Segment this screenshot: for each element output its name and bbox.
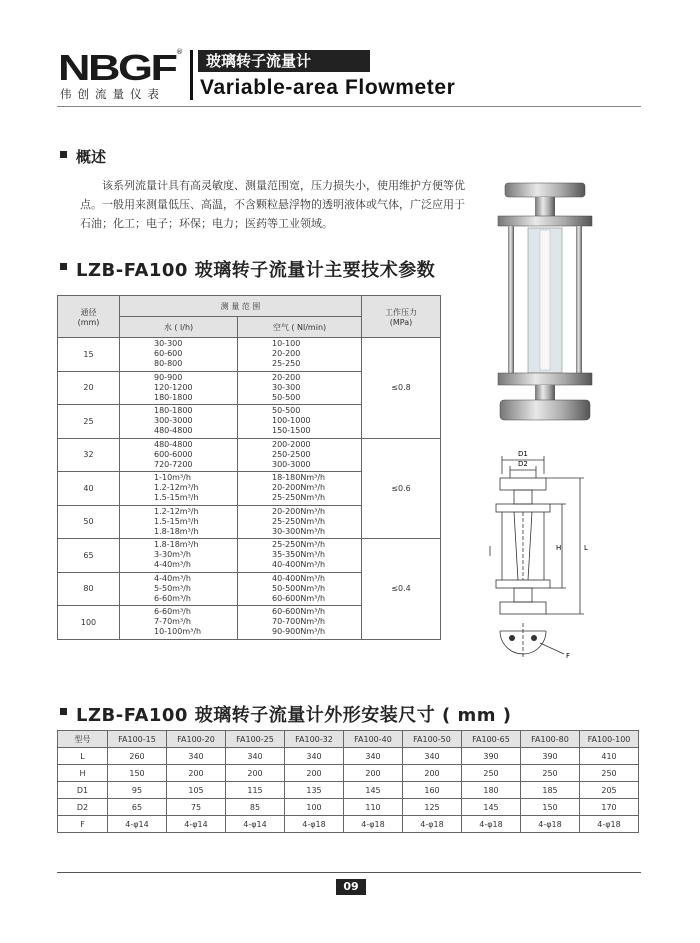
cell-air: 20-200 30-300 50-500 <box>238 371 362 405</box>
header-rule <box>57 106 641 107</box>
cell-water: 1-10m³/h 1.2-12m³/h 1.5-15m³/h <box>120 472 238 506</box>
dim-cell: 390 <box>521 748 580 765</box>
bullet-icon <box>60 151 67 158</box>
dim-row <box>58 816 639 833</box>
dim-cell: 340 <box>285 748 344 765</box>
cell-dn: 32 <box>58 438 120 472</box>
cell-air: 10-100 20-200 25-250 <box>238 338 362 372</box>
dim-cell: 4-φ18 <box>403 816 462 833</box>
cell-dn: 65 <box>58 539 120 573</box>
dim-row <box>58 782 639 799</box>
page-title-cn: 玻璃转子流量计 <box>198 50 370 72</box>
dim-header-row <box>58 731 639 748</box>
footer-rule <box>57 872 641 873</box>
cell-dn: 50 <box>58 505 120 539</box>
label-f: F <box>566 652 571 660</box>
dim-table <box>57 730 639 833</box>
overview-text: 该系列流量计具有高灵敏度、测量范围宽，压力损失小，使用维护方便等优点。一般用来测量低压、高温，不含颗粒悬浮物的透明液体或气体，广泛应用于石油；化工；电子；环保；电力；医药等工业领域。 <box>80 179 465 230</box>
dim-cell: 4-φ18 <box>344 816 403 833</box>
dim-cell: 4-φ14 <box>226 816 285 833</box>
dim-row <box>58 765 639 782</box>
cell-dn: 40 <box>58 472 120 506</box>
dim-cell: 200 <box>285 765 344 782</box>
dim-cell: 115 <box>226 782 285 799</box>
overview-title: 概述 <box>76 148 107 166</box>
dim-row <box>58 799 639 816</box>
dim-cell: 75 <box>167 799 226 816</box>
cell-air: 18-180Nm³/h 20-200Nm³/h 25-250Nm³/h <box>238 472 362 506</box>
dim-cell: 200 <box>403 765 462 782</box>
dim-cell: 250 <box>521 765 580 782</box>
dim-cell: 340 <box>403 748 462 765</box>
label-d1: D1 <box>518 450 528 458</box>
dim-cell: 160 <box>403 782 462 799</box>
cell-water: 180-1800 300-3000 480-4800 <box>120 405 238 439</box>
bullet-icon <box>60 263 67 270</box>
dim-cell: 410 <box>580 748 639 765</box>
dim-cell: D2 <box>58 799 108 816</box>
dim-cell: 100 <box>285 799 344 816</box>
bullet-icon <box>60 708 67 715</box>
dim-header-cell: FA100-15 <box>108 731 167 748</box>
label-h: H <box>556 544 562 552</box>
dim-cell: 200 <box>344 765 403 782</box>
dim-header-cell: FA100-20 <box>167 731 226 748</box>
page-number: 09 <box>336 879 366 895</box>
dim-header-cell: 型号 <box>58 731 108 748</box>
cell-water: 480-4800 600-6000 720-7200 <box>120 438 238 472</box>
dim-cell: 340 <box>226 748 285 765</box>
cell-dn: 80 <box>58 572 120 606</box>
label-d2: D2 <box>518 460 528 468</box>
cell-pressure: ≤0.6 <box>362 438 441 539</box>
spec-table-title: LZB-FA100 玻璃转子流量计主要技术参数 <box>76 260 436 281</box>
brand-subtitle: 伟创流量仪表 <box>60 87 165 101</box>
dim-cell: 250 <box>580 765 639 782</box>
cell-dn: 25 <box>58 405 120 439</box>
dim-table-title: LZB-FA100 玻璃转子流量计外形安装尺寸 ( mm ) <box>76 705 512 726</box>
dim-cell: 180 <box>462 782 521 799</box>
header-dn: 通径 (mm) <box>58 296 120 338</box>
dimension-drawing <box>480 448 600 666</box>
header-pressure: 工作压力 (MPa) <box>362 296 441 338</box>
dim-cell: 4-φ18 <box>521 816 580 833</box>
registered-mark: ® <box>176 48 183 56</box>
dim-cell: F <box>58 816 108 833</box>
dim-cell: 65 <box>108 799 167 816</box>
dim-header-cell: FA100-25 <box>226 731 285 748</box>
cell-water: 6-60m³/h 7-70m³/h 10-100m³/h <box>120 606 238 640</box>
dim-cell: 145 <box>344 782 403 799</box>
dim-cell: 4-φ18 <box>462 816 521 833</box>
cell-pressure: ≤0.8 <box>362 338 441 439</box>
brand-logo: NBGF <box>58 47 176 88</box>
cell-air: 40-400Nm³/h 50-500Nm³/h 60-600Nm³/h <box>238 572 362 606</box>
dim-cell: 4-φ14 <box>167 816 226 833</box>
label-l: L <box>584 544 588 552</box>
flowmeter-photo <box>490 178 600 428</box>
dim-cell: 150 <box>108 765 167 782</box>
dim-cell: 85 <box>226 799 285 816</box>
dim-cell: 4-φ18 <box>285 816 344 833</box>
header-air: 空气 ( Nl/min) <box>238 317 362 338</box>
cell-air: 25-250Nm³/h 35-350Nm³/h 40-400Nm³/h <box>238 539 362 573</box>
dim-cell: 4-φ18 <box>580 816 639 833</box>
dim-cell: 4-φ14 <box>108 816 167 833</box>
dim-cell: L <box>58 748 108 765</box>
dim-cell: 260 <box>108 748 167 765</box>
cell-air: 50-500 100-1000 150-1500 <box>238 405 362 439</box>
dim-cell: 250 <box>462 765 521 782</box>
cell-pressure: ≤0.4 <box>362 539 441 640</box>
cell-air: 200-2000 250-2500 300-3000 <box>238 438 362 472</box>
cell-water: 90-900 120-1200 180-1800 <box>120 371 238 405</box>
dim-header-cell: FA100-100 <box>580 731 639 748</box>
spec-table <box>57 295 441 640</box>
dim-header-cell: FA100-65 <box>462 731 521 748</box>
cell-water: 30-300 60-600 80-800 <box>120 338 238 372</box>
spec-row <box>58 338 441 372</box>
header-water: 水 ( l/h) <box>120 317 238 338</box>
dim-cell: H <box>58 765 108 782</box>
dim-cell: 125 <box>403 799 462 816</box>
page-title-en: Variable-area Flowmeter <box>200 76 456 99</box>
dim-cell: D1 <box>58 782 108 799</box>
cell-dn: 20 <box>58 371 120 405</box>
cell-water: 1.8-18m³/h 3-30m³/h 4-40m³/h <box>120 539 238 573</box>
dim-header-cell: FA100-50 <box>403 731 462 748</box>
dim-cell: 95 <box>108 782 167 799</box>
cell-water: 1.2-12m³/h 1.5-15m³/h 1.8-18m³/h <box>120 505 238 539</box>
spec-row <box>58 438 441 472</box>
cell-air: 20-200Nm³/h 25-250Nm³/h 30-300Nm³/h <box>238 505 362 539</box>
dim-cell: 340 <box>344 748 403 765</box>
dim-cell: 205 <box>580 782 639 799</box>
cell-dn: 100 <box>58 606 120 640</box>
dim-cell: 390 <box>462 748 521 765</box>
dim-cell: 200 <box>167 765 226 782</box>
dim-header-cell: FA100-32 <box>285 731 344 748</box>
dim-cell: 110 <box>344 799 403 816</box>
dim-cell: 135 <box>285 782 344 799</box>
cell-air: 60-600Nm³/h 70-700Nm³/h 90-900Nm³/h <box>238 606 362 640</box>
header-divider <box>190 50 193 100</box>
dim-cell: 150 <box>521 799 580 816</box>
dim-cell: 145 <box>462 799 521 816</box>
dim-cell: 170 <box>580 799 639 816</box>
dim-cell: 340 <box>167 748 226 765</box>
spec-row <box>58 539 441 573</box>
cell-dn: 15 <box>58 338 120 372</box>
dim-header-cell: FA100-80 <box>521 731 580 748</box>
header-range: 测 量 范 围 <box>120 296 362 317</box>
dim-cell: 200 <box>226 765 285 782</box>
dim-cell: 185 <box>521 782 580 799</box>
dim-cell: 105 <box>167 782 226 799</box>
dim-header-cell: FA100-40 <box>344 731 403 748</box>
cell-water: 4-40m³/h 5-50m³/h 6-60m³/h <box>120 572 238 606</box>
dim-row <box>58 748 639 765</box>
